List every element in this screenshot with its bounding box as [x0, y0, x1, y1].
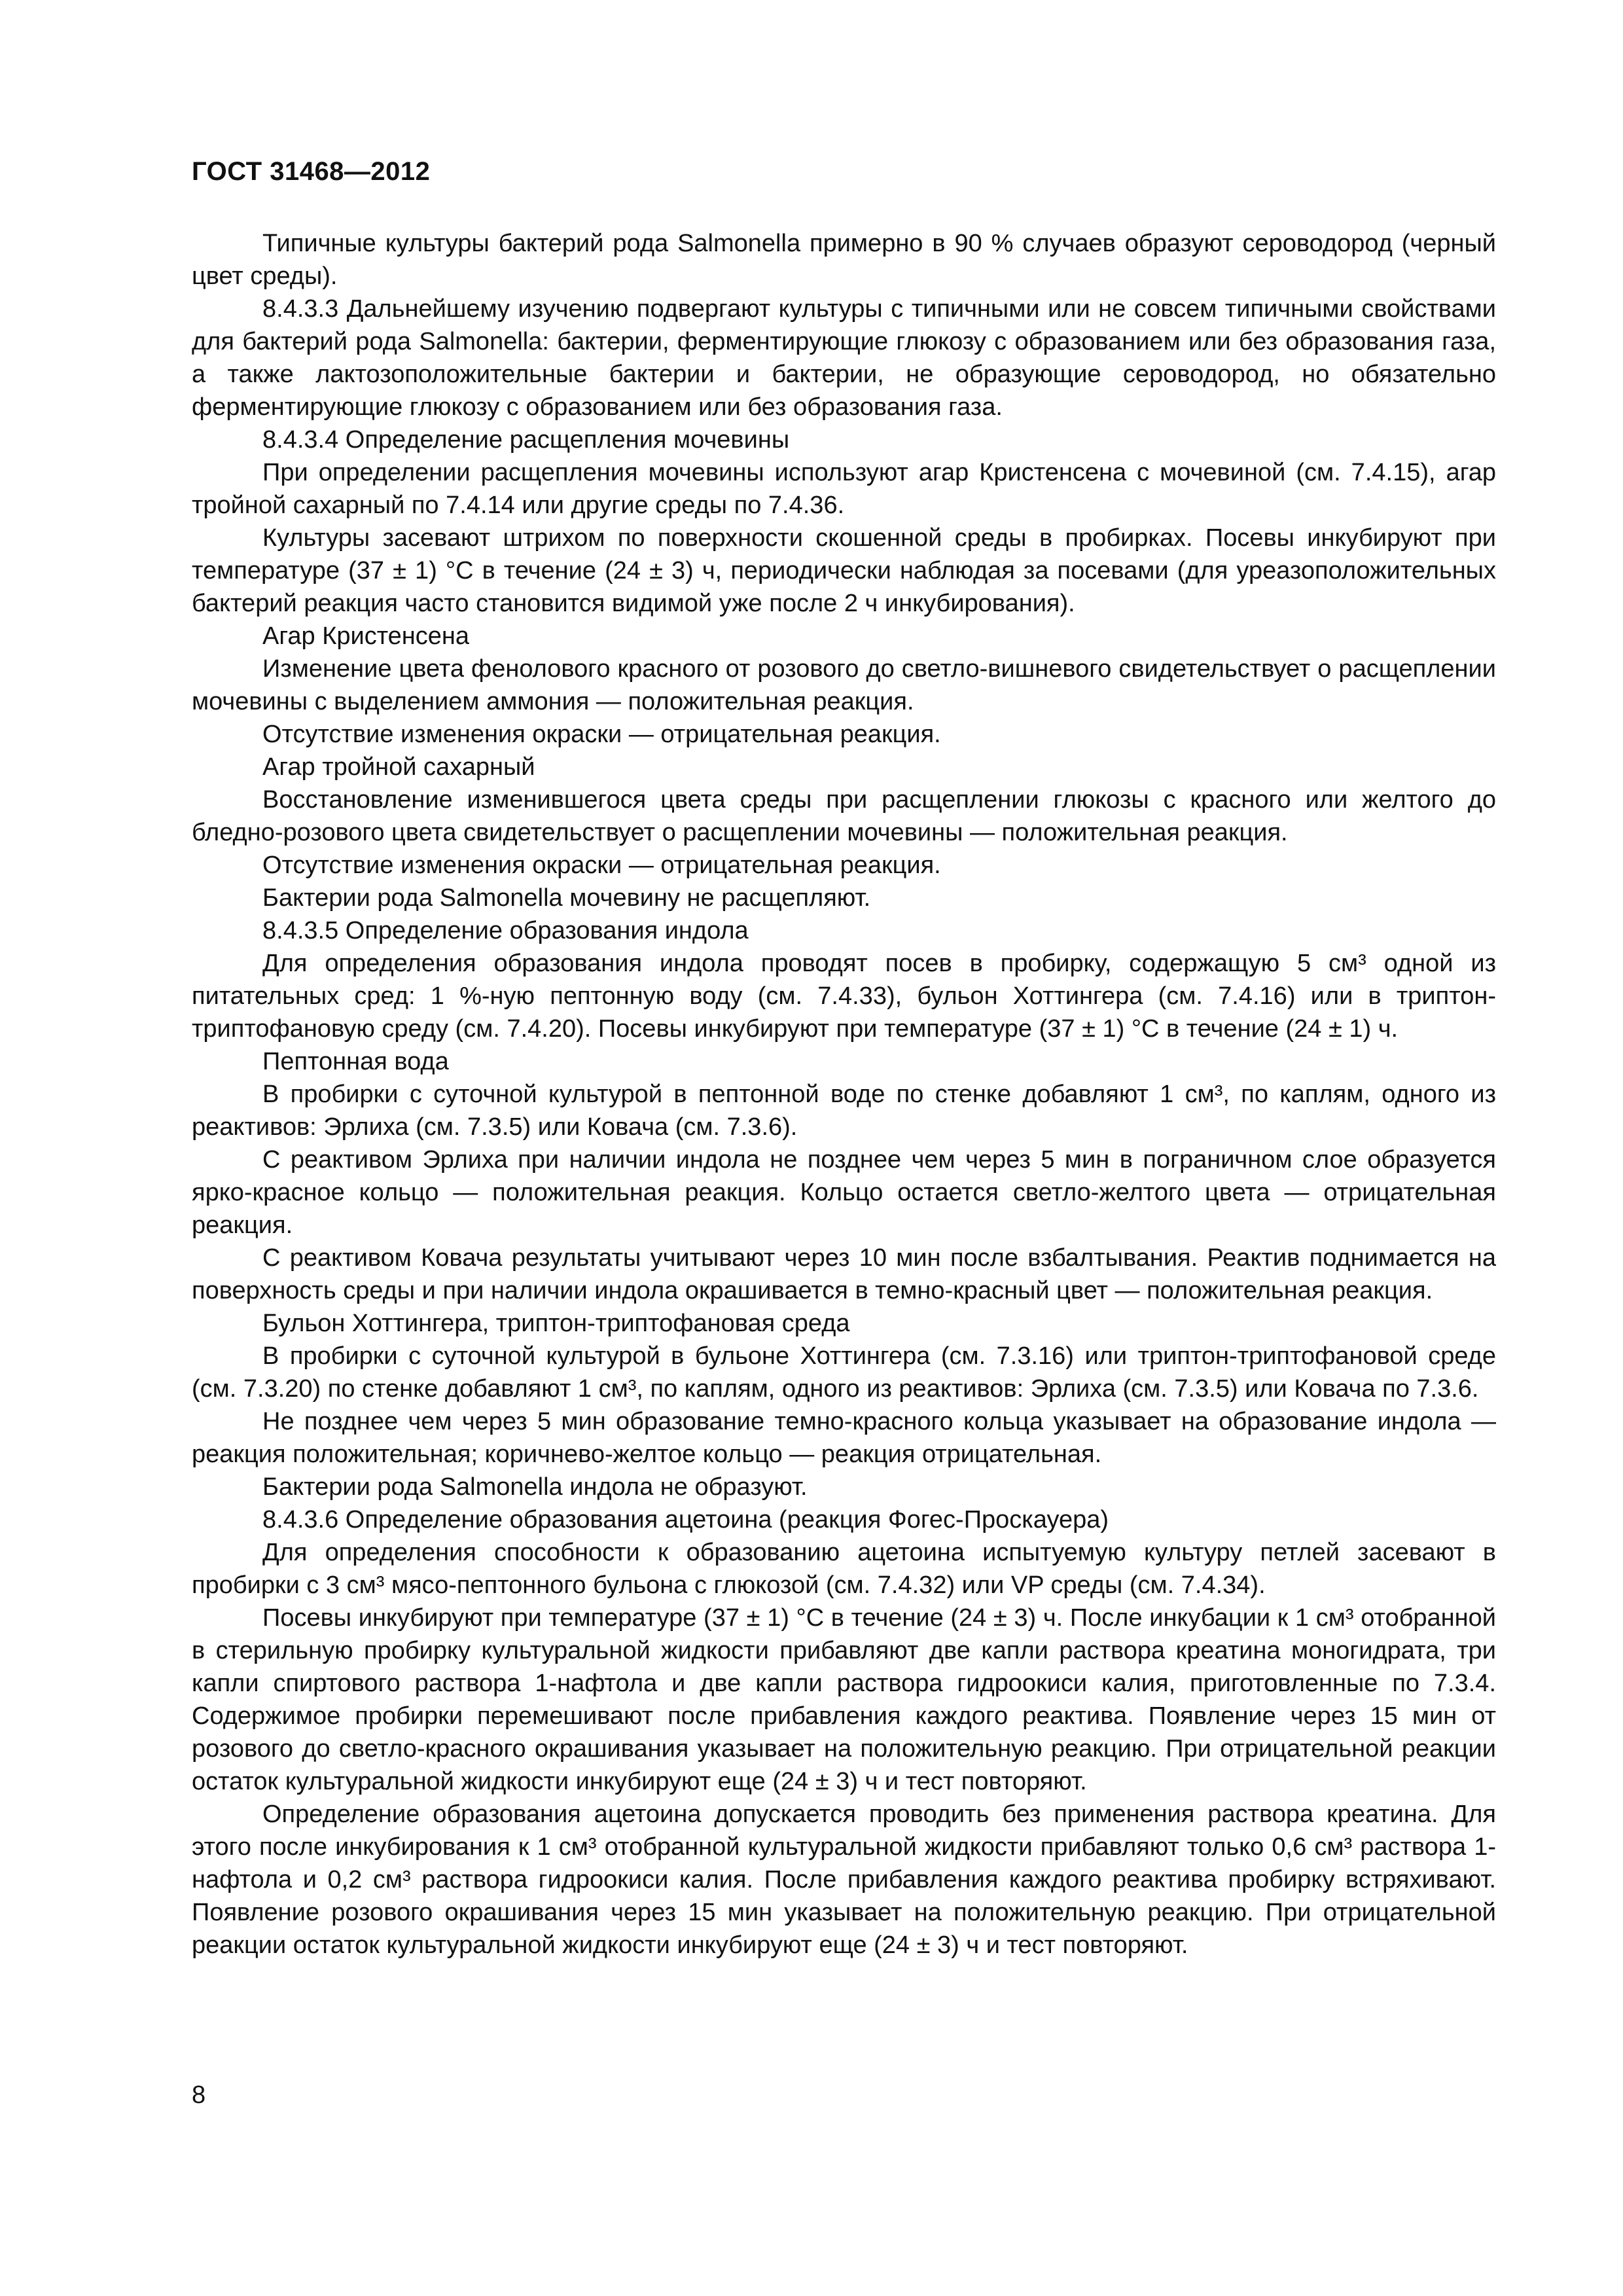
section-heading: 8.4.3.6 Определение образования ацетоина (реакция Фогес-Проскауера): [262, 1506, 1109, 1534]
section-heading: 8.4.3.5 Определение образования индола: [262, 917, 749, 944]
paragraph: Отсутствие изменения окраски — отрицательная реакция.: [262, 852, 941, 879]
paragraph: Не позднее чем через 5 мин образование темно-красного кольца указывает на образование индола — реакция положительная; коричнево-желтое кольцо — реакция отрицательная.: [192, 1408, 1496, 1468]
paragraph: Посевы инкубируют при температуре (37 ± 1) °С в течение (24 ± 3) ч. После инкубации к 1 см³ отобранной в стерильную пробирку культуральной жидкости прибавляют две капли раствора креатина моногидрата, три капли спиртового раствора 1-нафтола и две капли раствора гидроокиси калия, приготовленные по 7.3.4. Содержимое пробирки перемешивают после прибавления каждого реактива. Появление через 15 мин от розового до светло-красного окрашивания указывает на положительную реакцию. При отрицательной реакции остаток культуральной жидкости инкубируют еще (24 ± 3) ч и тест повторяют.: [192, 1604, 1496, 1795]
standard-designation: ГОСТ 31468—2012: [192, 157, 431, 186]
paragraph: 8.4.3.3 Дальнейшему изучению подвергают культуры с типичными или не совсем типичными свойствами для бактерий рода Salmonella: бактерии, ферментирующие глюкозу с образованием или без образования газа, а также лактозоположительные бактерии и бактерии, не образующие сероводород, но обязательно ферментирующие глюкозу с образованием или без образования газа.: [192, 295, 1496, 421]
paragraph: Для определения способности к образованию ацетоина испытуемую культуру петлей засевают в пробирки с 3 см³ мясо-пептонного бульона с глюкозой (см. 7.4.32) или VP среды (см. 7.4.34).: [192, 1539, 1496, 1599]
page-number: 8: [192, 2081, 206, 2109]
paragraph: Для определения образования индола проводят посев в пробирку, содержащую 5 см³ одной из питательных сред: 1 %-ную пептонную воду (см. 7.4.33), бульон Хоттингера (см. 7.4.16) или в триптон-триптофановую среду (см. 7.4.20). Посевы инкубируют при температуре (37 ± 1) °С в течение (24 ± 1) ч.: [192, 950, 1496, 1043]
paragraph: Бактерии рода Salmonella мочевину не расщепляют.: [262, 884, 871, 912]
subheading: Бульон Хоттингера, триптон-триптофановая среда: [262, 1310, 850, 1337]
section-heading: 8.4.3.4 Определение расщепления мочевины: [262, 426, 790, 454]
paragraph: В пробирки с суточной культурой в бульоне Хоттингера (см. 7.3.16) или триптон-триптофановой среде (см. 7.3.20) по стенке добавляют 1 см³, по каплям, одного из реактивов: Эрлиха (см. 7.3.5) или Ковача по 7.3.6.: [192, 1342, 1496, 1403]
paragraph: С реактивом Ковача результаты учитывают через 10 мин после взбалтывания. Реактив поднимается на поверхность среды и при наличии индола окрашивается в темно-красный цвет — положительная реакция.: [192, 1244, 1496, 1304]
subheading: Пептонная вода: [262, 1048, 449, 1075]
paragraph: Определение образования ацетоина допускается проводить без применения раствора креатина. Для этого после инкубирования к 1 см³ отобранной культуральной жидкости прибавляют только 0,6 см³ раствора 1-нафтола и 0,2 см³ раствора гидроокиси калия. После прибавления каждого реактива пробирку встряхивают. Появление розового окрашивания через 15 мин указывает на положительную реакцию. При отрицательной реакции остаток культуральной жидкости инкубируют еще (24 ± 3) ч и тест повторяют.: [192, 1801, 1496, 1959]
paragraph: Культуры засевают штрихом по поверхности скошенной среды в пробирках. Посевы инкубируют при температуре (37 ± 1) °С в течение (24 ± 3) ч, периодически наблюдая за посевами (для уреазоположительных бактерий реакция часто становится видимой уже после 2 ч инкубирования).: [192, 524, 1496, 617]
paragraph: С реактивом Эрлиха при наличии индола не позднее чем через 5 мин в пограничном слое образуется ярко-красное кольцо — положительная реакция. Кольцо остается светло-желтого цвета — отрицательная реакция.: [192, 1146, 1496, 1239]
paragraph: В пробирки с суточной культурой в пептонной воде по стенке добавляют 1 см³, по каплям, одного из реактивов: Эрлиха (см. 7.3.5) или Ковача (см. 7.3.6).: [192, 1081, 1496, 1141]
paragraph: Изменение цвета фенолового красного от розового до светло-вишневого свидетельствует о расщеплении мочевины с выделением аммония — положительная реакция.: [192, 655, 1496, 715]
subheading: Агар Кристенсена: [262, 622, 470, 650]
paragraph: Отсутствие изменения окраски — отрицательная реакция.: [262, 721, 941, 748]
paragraph: Бактерии рода Salmonella индола не образуют.: [262, 1473, 808, 1501]
paragraph: Типичные культуры бактерий рода Salmonella примерно в 90 % случаев образуют сероводород (черный цвет среды).: [192, 230, 1496, 290]
subheading: Агар тройной сахарный: [262, 753, 535, 781]
paragraph: При определении расщепления мочевины используют агар Кристенсена с мочевиной (см. 7.4.15), агар тройной сахарный по 7.4.14 или другие среды по 7.4.36.: [192, 459, 1496, 519]
paragraph: Восстановление изменившегося цвета среды при расщеплении глюкозы с красного или желтого до бледно-розового цвета свидетельствует о расщеплении мочевины — положительная реакция.: [192, 786, 1496, 846]
document-body: [192, 227, 1496, 1962]
